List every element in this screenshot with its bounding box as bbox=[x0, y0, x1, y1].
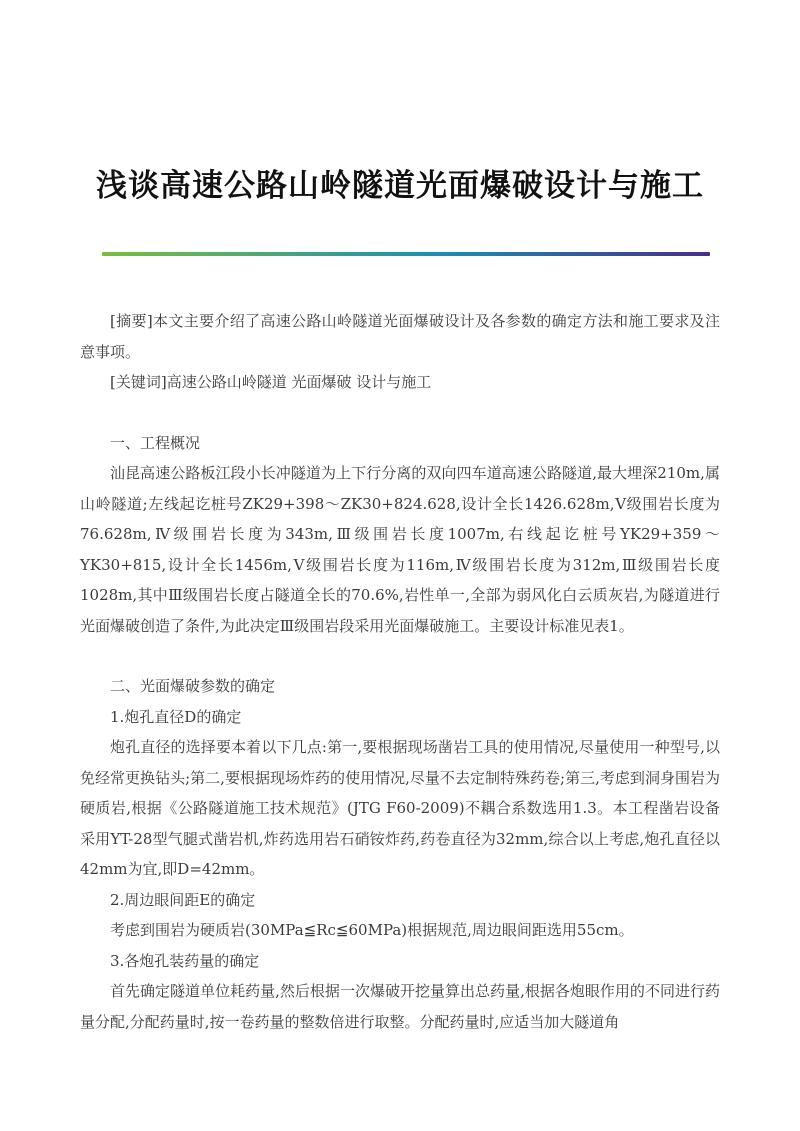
spacer bbox=[80, 641, 720, 671]
abstract: [摘要]本文主要介绍了高速公路山岭隧道光面爆破设计及各参数的确定方法和施工要求及注意事项。 bbox=[80, 312, 720, 361]
document-body bbox=[80, 306, 720, 1037]
spacer bbox=[80, 398, 720, 428]
keywords: [关键词]高速公路山岭隧道 光面爆破 设计与施工 bbox=[110, 373, 432, 391]
section-1-paragraph: 汕昆高速公路板江段小长冲隧道为上下行分离的双向四车道高速公路隧道,最大埋深210m,属山岭隧道;左线起讫桩号ZK29+398～ZK30+824.628,设计全长1426.628m,Ⅴ级围岩长度为76.628m,Ⅳ级围岩长度为343m,Ⅲ级围岩长度1007m,右线起讫桩号YK29+359～YK30+815,设计全长1456m,Ⅴ级围岩长度为116m,Ⅳ级围岩长度为312m,Ⅲ级围岩长度1028m,其中Ⅲ级围岩长度占隧道全长的70.6%,岩性单一,全部为弱风化白云质灰岩,为隧道进行光面爆破创造了条件,为此决定Ⅲ级围岩段采用光面爆破施工。主要设计标准见表1。 bbox=[80, 464, 720, 635]
subsection-3-paragraph: 首先确定隧道单位耗药量,然后根据一次爆破开挖量算出总药量,根据各炮眼作用的不同进行药量分配,分配药量时,按一卷药量的整数倍进行取整。分配药量时,应适当加大隧道角 bbox=[80, 982, 720, 1031]
section-2-heading: 二、光面爆破参数的确定 bbox=[110, 677, 276, 695]
title-divider bbox=[102, 252, 710, 256]
subsection-1-paragraph: 炮孔直径的选择要本着以下几点:第一,要根据现场凿岩工具的使用情况,尽量使用一种型号,以免经常更换钻头;第二,要根据现场炸药的使用情况,尽量不去定制特殊药卷;第三,考虑到洞身围岩为硬质岩,根据《公路隧道施工技术规范》(JTG F60-2009)不耦合系数选用1.3。本工程凿岩设备采用YT-28型气腿式凿岩机,炸药选用岩石硝铵炸药,药卷直径为32mm,综合以上考虑,炮孔直径以42mm为宜,即D=42mm。 bbox=[80, 738, 720, 878]
subsection-3-heading: 3.各炮孔装药量的确定 bbox=[110, 951, 260, 970]
subsection-1-heading: 1.炮孔直径D的确定 bbox=[110, 707, 242, 726]
section-1-heading: 一、工程概况 bbox=[110, 433, 201, 452]
document-title: 浅谈高速公路山岭隧道光面爆破设计与施工 bbox=[96, 168, 704, 204]
subsection-2-heading: 2.周边眼间距E的确定 bbox=[110, 890, 256, 909]
subsection-2-paragraph: 考虑到围岩为硬质岩(30MPa≦Rc≦60MPa)根据规范,周边眼间距选用55cm。 bbox=[110, 921, 634, 939]
